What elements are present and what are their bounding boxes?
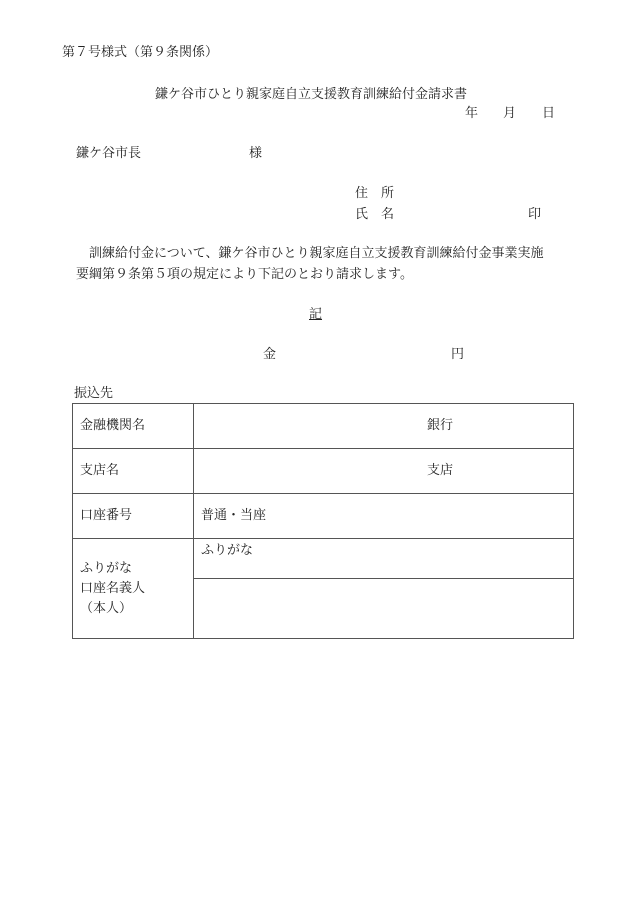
- amount-prefix: 金: [263, 347, 277, 362]
- row-account: [73, 494, 574, 539]
- addressee-name: 鎌ケ谷市長: [76, 146, 142, 161]
- date-day: 日: [542, 106, 556, 121]
- holder-label-cell: [73, 539, 194, 639]
- date-month: 月: [503, 106, 517, 121]
- account-label: 口座番号: [73, 494, 194, 539]
- account-field[interactable]: 普通・当座: [194, 494, 574, 539]
- ki-heading: 記: [309, 307, 323, 322]
- form-number: 第７号様式（第９条関係）: [62, 45, 219, 60]
- addressee-honorific: 様: [249, 146, 263, 161]
- branch-field[interactable]: 支店: [194, 449, 574, 494]
- body-line-2: 要綱第９条第５項の規定により下記のとおり請求します。: [76, 267, 413, 282]
- address-label: 住 所: [355, 186, 395, 201]
- furigana-field[interactable]: ふりがな: [194, 539, 574, 579]
- branch-label: 支店名: [73, 449, 194, 494]
- date-year: 年: [465, 106, 479, 121]
- form-title: 鎌ケ谷市ひとり親家庭自立支援教育訓練給付金請求書: [155, 87, 468, 102]
- holder-name-field[interactable]: [194, 579, 574, 639]
- row-branch: [73, 449, 574, 494]
- bank-account-table: [72, 403, 574, 639]
- name-label: 氏 名: [355, 207, 395, 222]
- bank-field[interactable]: 銀行: [194, 404, 574, 449]
- body-line-1: 訓練給付金について、鎌ケ谷市ひとり親家庭自立支援教育訓練給付金事業実施: [89, 246, 544, 261]
- holder-label-name: 口座名義人: [80, 580, 146, 596]
- seal-mark: 印: [528, 207, 542, 222]
- transfer-label: 振込先: [74, 386, 114, 401]
- bank-label: 金融機関名: [73, 404, 194, 449]
- amount-unit: 円: [451, 347, 465, 362]
- row-bank: [73, 404, 574, 449]
- row-furigana: [73, 539, 574, 579]
- holder-label-self: （本人）: [80, 600, 133, 616]
- holder-label-furigana: ふりがな: [80, 560, 133, 576]
